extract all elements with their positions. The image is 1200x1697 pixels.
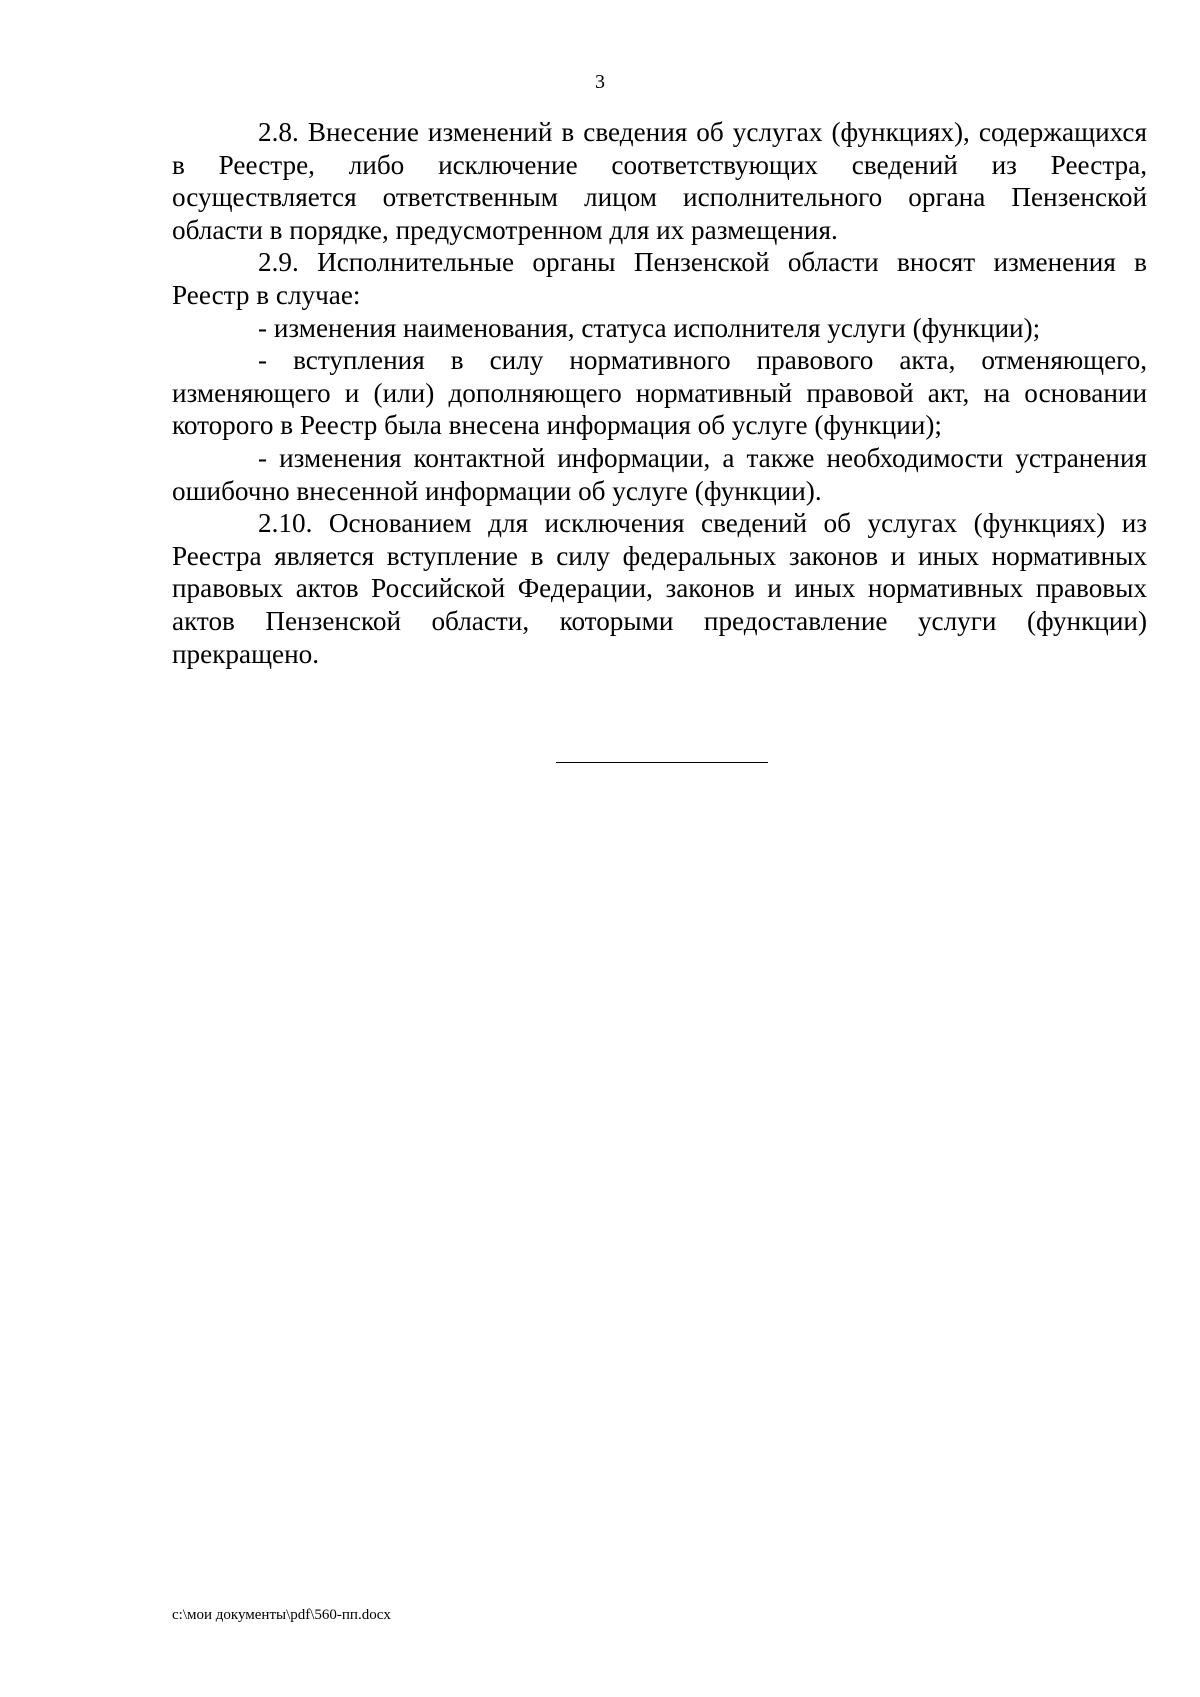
list-item-name-change: - изменения наименования, статуса исполнителя услуги (функции); [258, 312, 1041, 343]
paragraph-2-8: 2.8. Внесение изменений в сведения об услугах (функциях), содержащихся в Реестре, либо исключение соответствующих сведений из Реестра, осуществляется ответственным лицом исполнительного органа Пензенской области в порядке, предусмотренном для их размещения. [172, 117, 1147, 245]
paragraph-2-10: 2.10. Основанием для исключения сведений об услугах (функциях) из Реестра является вступление в силу федеральных законов и иных нормативных правовых актов Российской Федерации, законов и иных нормативных правовых актов Пензенской области, которыми предоставление услуги (функции) прекращено. [172, 508, 1147, 669]
end-of-text-line [556, 762, 768, 763]
list-item-act-change: - вступления в силу нормативного правового акта, отменяющего, изменяющего и (или) дополняющего нормативный правовой акт, на основании которого в Реестр была внесена информация об услуге (функции); [172, 345, 1147, 441]
paragraph-2-9: 2.9. Исполнительные органы Пензенской области вносят изменения в Реестр в случае: [172, 247, 1147, 310]
footer-file-path: c:\мои документы\pdf\560-пп.docx [172, 1607, 391, 1623]
list-item-contact-change: - изменения контактной информации, а также необходимости устранения ошибочно внесенной информации об услуге (функции). [172, 442, 1147, 506]
page-number: 3 [595, 71, 605, 93]
document-body [172, 116, 1147, 670]
